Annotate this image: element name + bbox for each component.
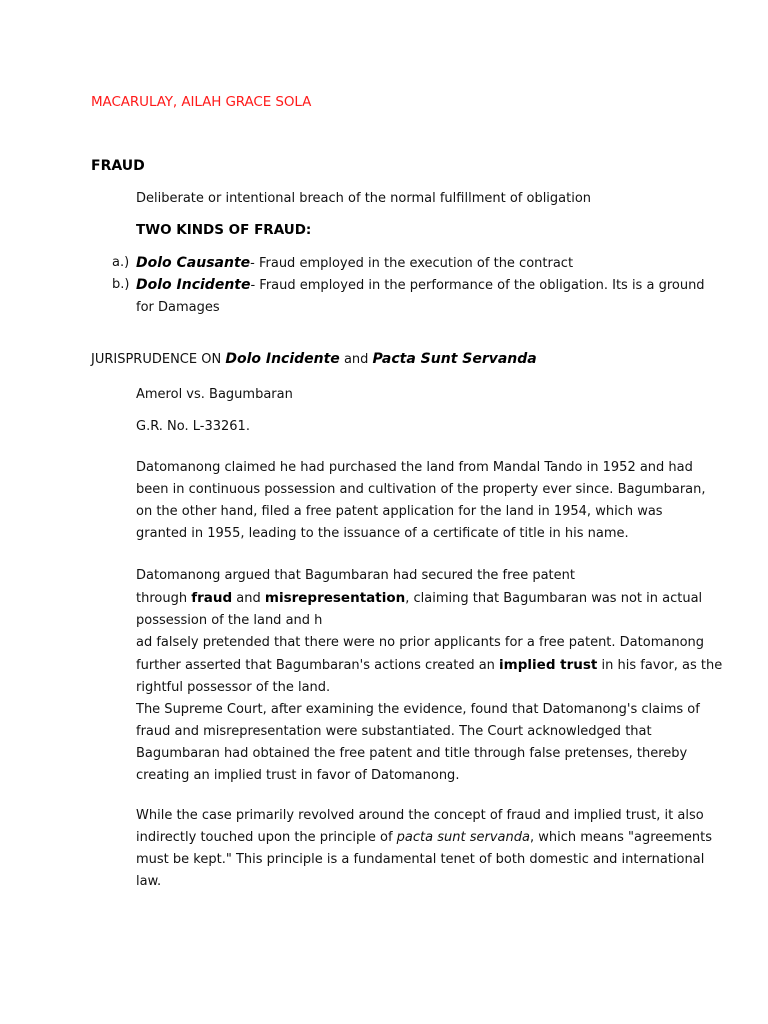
fraud-term: Dolo Causante (136, 255, 251, 271)
jurisprudence-prefix: JURISPRUDENCE ON (91, 352, 226, 367)
paragraph-line: creating an implied trust in favor of Datomanong. (136, 768, 460, 783)
paragraph-line: Datomanong claimed he had purchased the land from Mandal Tando in 1952 and had (136, 460, 693, 475)
jurisprudence-term: Pacta Sunt Servanda (372, 351, 537, 367)
definition-text: Deliberate or intentional breach of the normal fulfillment of obligation (136, 191, 592, 206)
text-run: in his favor, as the (597, 658, 723, 673)
fraud-term: Dolo Incidente (136, 277, 251, 293)
paragraph-line (136, 587, 703, 610)
text-run: , claiming that Bagumbaran was not in actual (405, 591, 703, 606)
paragraph-line: granted in 1955, leading to the issuance of a certificate of title in his name. (136, 526, 629, 541)
subheading: TWO KINDS OF FRAUD: (136, 222, 312, 238)
bold-term: misrepresentation (264, 590, 406, 606)
paragraph (136, 565, 723, 787)
list-item (136, 274, 705, 319)
jurisprudence-term: Dolo Incidente (225, 351, 340, 367)
text-run: further asserted that Bagumbaran's actions created an (136, 658, 500, 673)
paragraph-line: The Supreme Court, after examining the evidence, found that Datomanong's claims of (136, 702, 700, 717)
paragraph-line: Bagumbaran had obtained the free patent and title through false pretenses, thereby (136, 746, 688, 761)
paragraph-line: been in continuous possession and cultivation of the property ever since. Bagumbaran, (136, 482, 706, 497)
author-name: MACARULAY, AILAH GRACE SOLA (91, 94, 312, 110)
paragraph-line: fraud and misrepresentation were substantiated. The Court acknowledged that (136, 724, 652, 739)
list-marker: a.) (112, 255, 130, 270)
paragraph-line: ad falsely pretended that there were no prior applicants for a free patent. Datomanong (136, 635, 705, 650)
paragraph-line: law. (136, 874, 162, 889)
list-marker: b.) (112, 277, 130, 292)
paragraph-line: possession of the land and h (136, 613, 323, 628)
text-run: through (136, 591, 192, 606)
text-run: , which means "agreements (529, 830, 713, 845)
paragraph-line: While the case primarily revolved around the concept of fraud and implied trust, it also (136, 808, 704, 823)
paragraph (136, 805, 713, 893)
bold-term: fraud (191, 590, 233, 606)
section-heading: FRAUD (91, 158, 145, 174)
case-number: G.R. No. L-33261. (136, 419, 250, 434)
paragraph-line: must be kept." This principle is a fundamental tenet of both domestic and international (136, 852, 705, 867)
paragraph-line: rightful possessor of the land. (136, 680, 331, 695)
text-run: and (232, 591, 265, 606)
text-run: indirectly touched upon the principle of (136, 830, 397, 845)
paragraph (136, 457, 706, 545)
case-title: Amerol vs. Bagumbaran (136, 387, 293, 402)
fraud-description: - Fraud employed in the execution of the contract (250, 256, 574, 271)
fraud-description: - Fraud employed in the performance of the obligation. Its is a ground (250, 278, 705, 293)
bold-term: implied trust (499, 657, 598, 673)
jurisprudence-heading (91, 351, 537, 367)
jurisprudence-connector: and (339, 352, 373, 367)
fraud-description-continued: for Damages (136, 300, 220, 315)
list-item (136, 252, 676, 275)
paragraph-line (136, 827, 713, 849)
paragraph-line: Datomanong argued that Bagumbaran had secured the free patent (136, 568, 575, 583)
paragraph-line (136, 654, 723, 677)
paragraph-line: on the other hand, filed a free patent application for the land in 1954, which was (136, 504, 663, 519)
italic-term: pacta sunt servanda (396, 830, 530, 845)
